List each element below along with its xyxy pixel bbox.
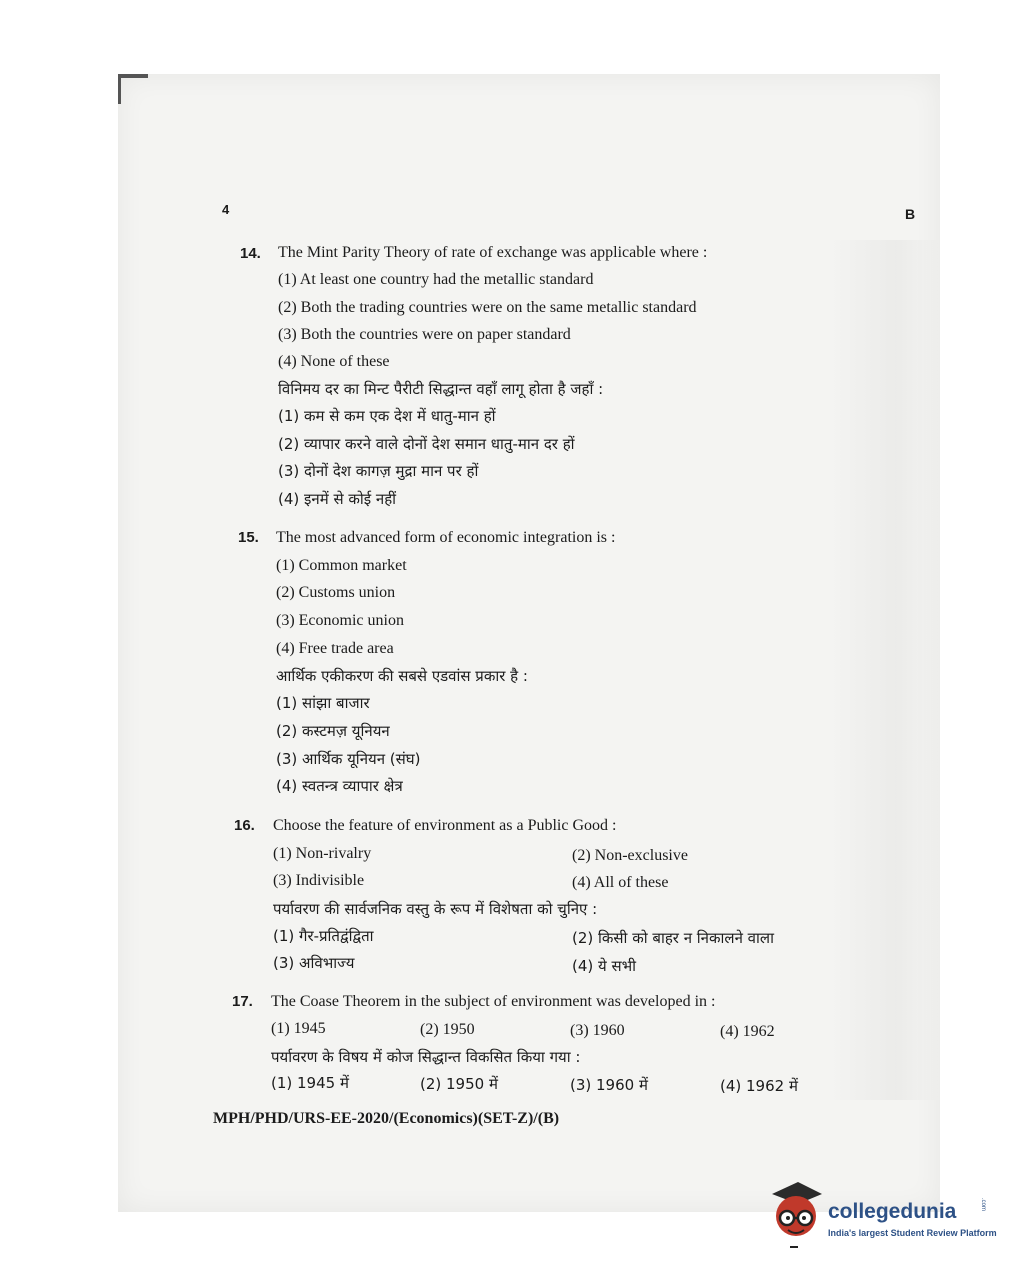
option-hi: (2) किसी को बाहर न निकालने वाला	[572, 929, 774, 947]
option-en: (2) Customs union	[276, 584, 396, 601]
option-hi: (1) कम से कम एक देश में धातु-मान हों	[278, 407, 496, 425]
option-en: (4) Free trade area	[276, 640, 394, 657]
option-en: (4) 1962	[720, 1023, 775, 1040]
option-hi: (1) गैर-प्रतिद्वंद्विता	[273, 927, 374, 945]
collegedunia-watermark	[768, 1178, 998, 1258]
option-en: (2) Both the trading countries were on the same metallic standard	[278, 299, 697, 316]
option-en: (1) Common market	[276, 557, 407, 574]
mascot-icon	[768, 1180, 824, 1242]
option-en: (3) Economic union	[276, 612, 404, 629]
option-en: (1) At least one country had the metallic standard	[278, 271, 594, 288]
option-en: (3) Both the countries were on paper standard	[278, 326, 571, 343]
question-text-en: The Coase Theorem in the subject of environment was developed in :	[271, 993, 716, 1010]
option-hi: (4) 1962 में	[720, 1077, 798, 1095]
option-hi: (2) कस्टमज़ यूनियन	[276, 722, 390, 740]
question-text-hi: पर्यावरण की सार्वजनिक वस्तु के रूप में विशेषता को चुनिए :	[273, 900, 598, 918]
option-hi: (4) ये सभी	[572, 957, 637, 975]
option-hi: (3) दोनों देश कागज़ मुद्रा मान पर हों	[278, 462, 479, 480]
page-edge-mark	[118, 74, 121, 104]
option-en: (3) 1960	[570, 1022, 625, 1039]
option-en: (3) Indivisible	[273, 872, 365, 889]
option-hi: (4) इनमें से कोई नहीं	[278, 490, 397, 508]
page-number: 4	[222, 202, 230, 217]
question-number: 15.	[238, 529, 259, 546]
scan-mark	[790, 1246, 798, 1248]
question-text-en: The most advanced form of economic integration is :	[276, 529, 616, 546]
option-hi: (2) 1950 में	[420, 1075, 498, 1093]
question-number: 16.	[234, 817, 255, 834]
option-hi: (1) 1945 में	[271, 1074, 349, 1092]
logo-wordmark: collegedunia	[828, 1200, 957, 1223]
question-text-en: Choose the feature of environment as a Public Good :	[273, 817, 617, 834]
set-label: B	[905, 206, 916, 222]
question-text-hi: पर्यावरण के विषय में कोज सिद्धान्त विकसित किया गया :	[271, 1048, 581, 1066]
question-number: 14.	[240, 245, 261, 262]
option-hi: (3) आर्थिक यूनियन (संघ)	[276, 750, 421, 768]
question-text-hi: विनिमय दर का मिन्ट पैरीटी सिद्धान्त वहाँ लागू होता है जहाँ :	[278, 380, 604, 398]
paper-code: MPH/PHD/URS-EE-2020/(Economics)(SET-Z)/(B)	[213, 1110, 560, 1127]
logo-tagline: India's largest Student Review Platform	[828, 1228, 997, 1238]
option-en: (4) None of these	[278, 353, 390, 370]
option-hi: (1) सांझा बाजार	[276, 694, 370, 712]
option-hi: (4) स्वतन्त्र व्यापार क्षेत्र	[276, 777, 403, 795]
scan-shadow	[830, 240, 940, 1100]
option-hi: (3) अविभाज्य	[273, 954, 355, 972]
option-en: (1) Non-rivalry	[273, 845, 372, 862]
question-text-en: The Mint Parity Theory of rate of exchange was applicable where :	[278, 244, 708, 261]
logo-suffix: .com	[980, 1198, 986, 1212]
page-edge-mark	[118, 74, 148, 78]
option-hi: (3) 1960 में	[570, 1076, 648, 1094]
question-text-hi: आर्थिक एकीकरण की सबसे एडवांस प्रकार है :	[276, 667, 528, 685]
option-hi: (2) व्यापार करने वाले दोनों देश समान धातु-मान दर हों	[278, 435, 575, 453]
option-en: (4) All of these	[572, 874, 669, 891]
option-en: (2) 1950	[420, 1021, 475, 1038]
option-en: (2) Non-exclusive	[572, 847, 688, 864]
option-en: (1) 1945	[271, 1020, 326, 1037]
question-number: 17.	[232, 993, 253, 1010]
